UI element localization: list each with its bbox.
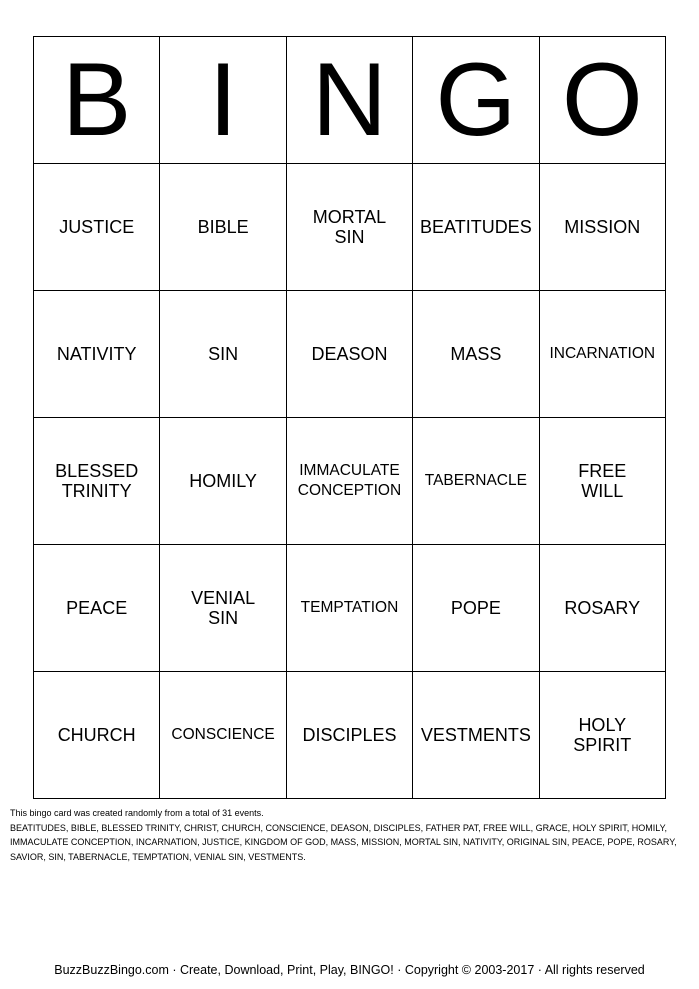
cell-text: IMMACULATE CONCEPTION [297, 462, 402, 499]
cell-text: INCARNATION [549, 345, 656, 362]
bingo-header [34, 37, 666, 164]
bingo-cell [539, 672, 665, 799]
bingo-cell [539, 291, 665, 418]
cell-text: TEMPTATION [300, 599, 399, 616]
info-events: BEATITUDES, BIBLE, BLESSED TRINITY, CHRIST, CHURCH, CONSCIENCE, DEASON, DISCIPLES, FATHER PAT, FREE WILL, GRACE, HOLY SPIRIT, HOMILY, IMMACULATE CONCEPTION, INCARNATION, JUSTICE, KINGDOM OF GOD, MASS, MISSION, MORTAL SIN, NATIVITY, ORIGINAL SIN, PEACE, POPE, ROSARY, SAVIOR, SIN, TABERNACLE, TEMPTATION, VENIAL SIN, VESTMENTS. [10, 822, 677, 862]
bingo-cell [286, 291, 412, 418]
cell-text: HOMILY [189, 471, 257, 491]
bingo-cell [286, 418, 412, 545]
cell-text: MISSION [564, 217, 641, 237]
cell-text: MORTAL SIN [312, 207, 387, 247]
header-letter-b: B [34, 37, 160, 164]
bingo-cell [413, 545, 539, 672]
bingo-cell [413, 164, 539, 291]
bingo-cell [539, 418, 665, 545]
bingo-cell [286, 672, 412, 799]
cell-text: VENIAL SIN [191, 588, 256, 628]
bingo-cell [160, 418, 286, 545]
cell-text: NATIVITY [56, 344, 137, 364]
bingo-cell [34, 672, 160, 799]
header-letter-g: G [413, 37, 539, 164]
cell-text: PEACE [66, 598, 128, 618]
bingo-cell [286, 545, 412, 672]
bingo-cell [413, 418, 539, 545]
cell-text: HOLY SPIRIT [573, 715, 632, 755]
info-summary: This bingo card was created randomly from a total of 31 events. [10, 808, 264, 818]
cell-text: DISCIPLES [302, 725, 397, 745]
bingo-cell [34, 164, 160, 291]
cell-text: MASS [450, 344, 502, 364]
bingo-row [34, 291, 666, 418]
cell-text: BIBLE [197, 217, 249, 237]
bingo-card [33, 36, 666, 799]
header-letter-n: N [286, 37, 412, 164]
bingo-row [34, 545, 666, 672]
bingo-cell [160, 164, 286, 291]
bingo-cell [160, 545, 286, 672]
cell-text: BEATITUDES [420, 217, 532, 237]
cell-text: CHURCH [57, 725, 136, 745]
cell-text: DEASON [311, 344, 388, 364]
cell-text: ROSARY [564, 598, 641, 618]
bingo-cell [539, 164, 665, 291]
bingo-cell [34, 291, 160, 418]
cell-text: CONSCIENCE [171, 726, 275, 743]
bingo-cell [413, 672, 539, 799]
bingo-cell [160, 291, 286, 418]
bingo-cell [413, 291, 539, 418]
bingo-row [34, 164, 666, 291]
cell-text: FREE WILL [578, 461, 627, 501]
bingo-cell [539, 545, 665, 672]
card-info [10, 806, 695, 864]
footer: BuzzBuzzBingo.com · Create, Download, Print, Play, BINGO! · Copyright © 2003-2017 · All rights reserved [54, 963, 645, 977]
header-letter-o: O [539, 37, 665, 164]
cell-text: BLESSED TRINITY [55, 461, 139, 501]
bingo-row [34, 672, 666, 799]
cell-text: TABERNACLE [424, 472, 527, 489]
cell-text: VESTMENTS [420, 725, 531, 745]
cell-text: SIN [208, 344, 239, 364]
cell-text: JUSTICE [59, 217, 135, 237]
bingo-row [34, 418, 666, 545]
cell-text: POPE [450, 598, 501, 618]
bingo-cell [34, 418, 160, 545]
bingo-cell [286, 164, 412, 291]
bingo-cell [34, 545, 160, 672]
header-letter-i: I [160, 37, 286, 164]
bingo-cell [160, 672, 286, 799]
